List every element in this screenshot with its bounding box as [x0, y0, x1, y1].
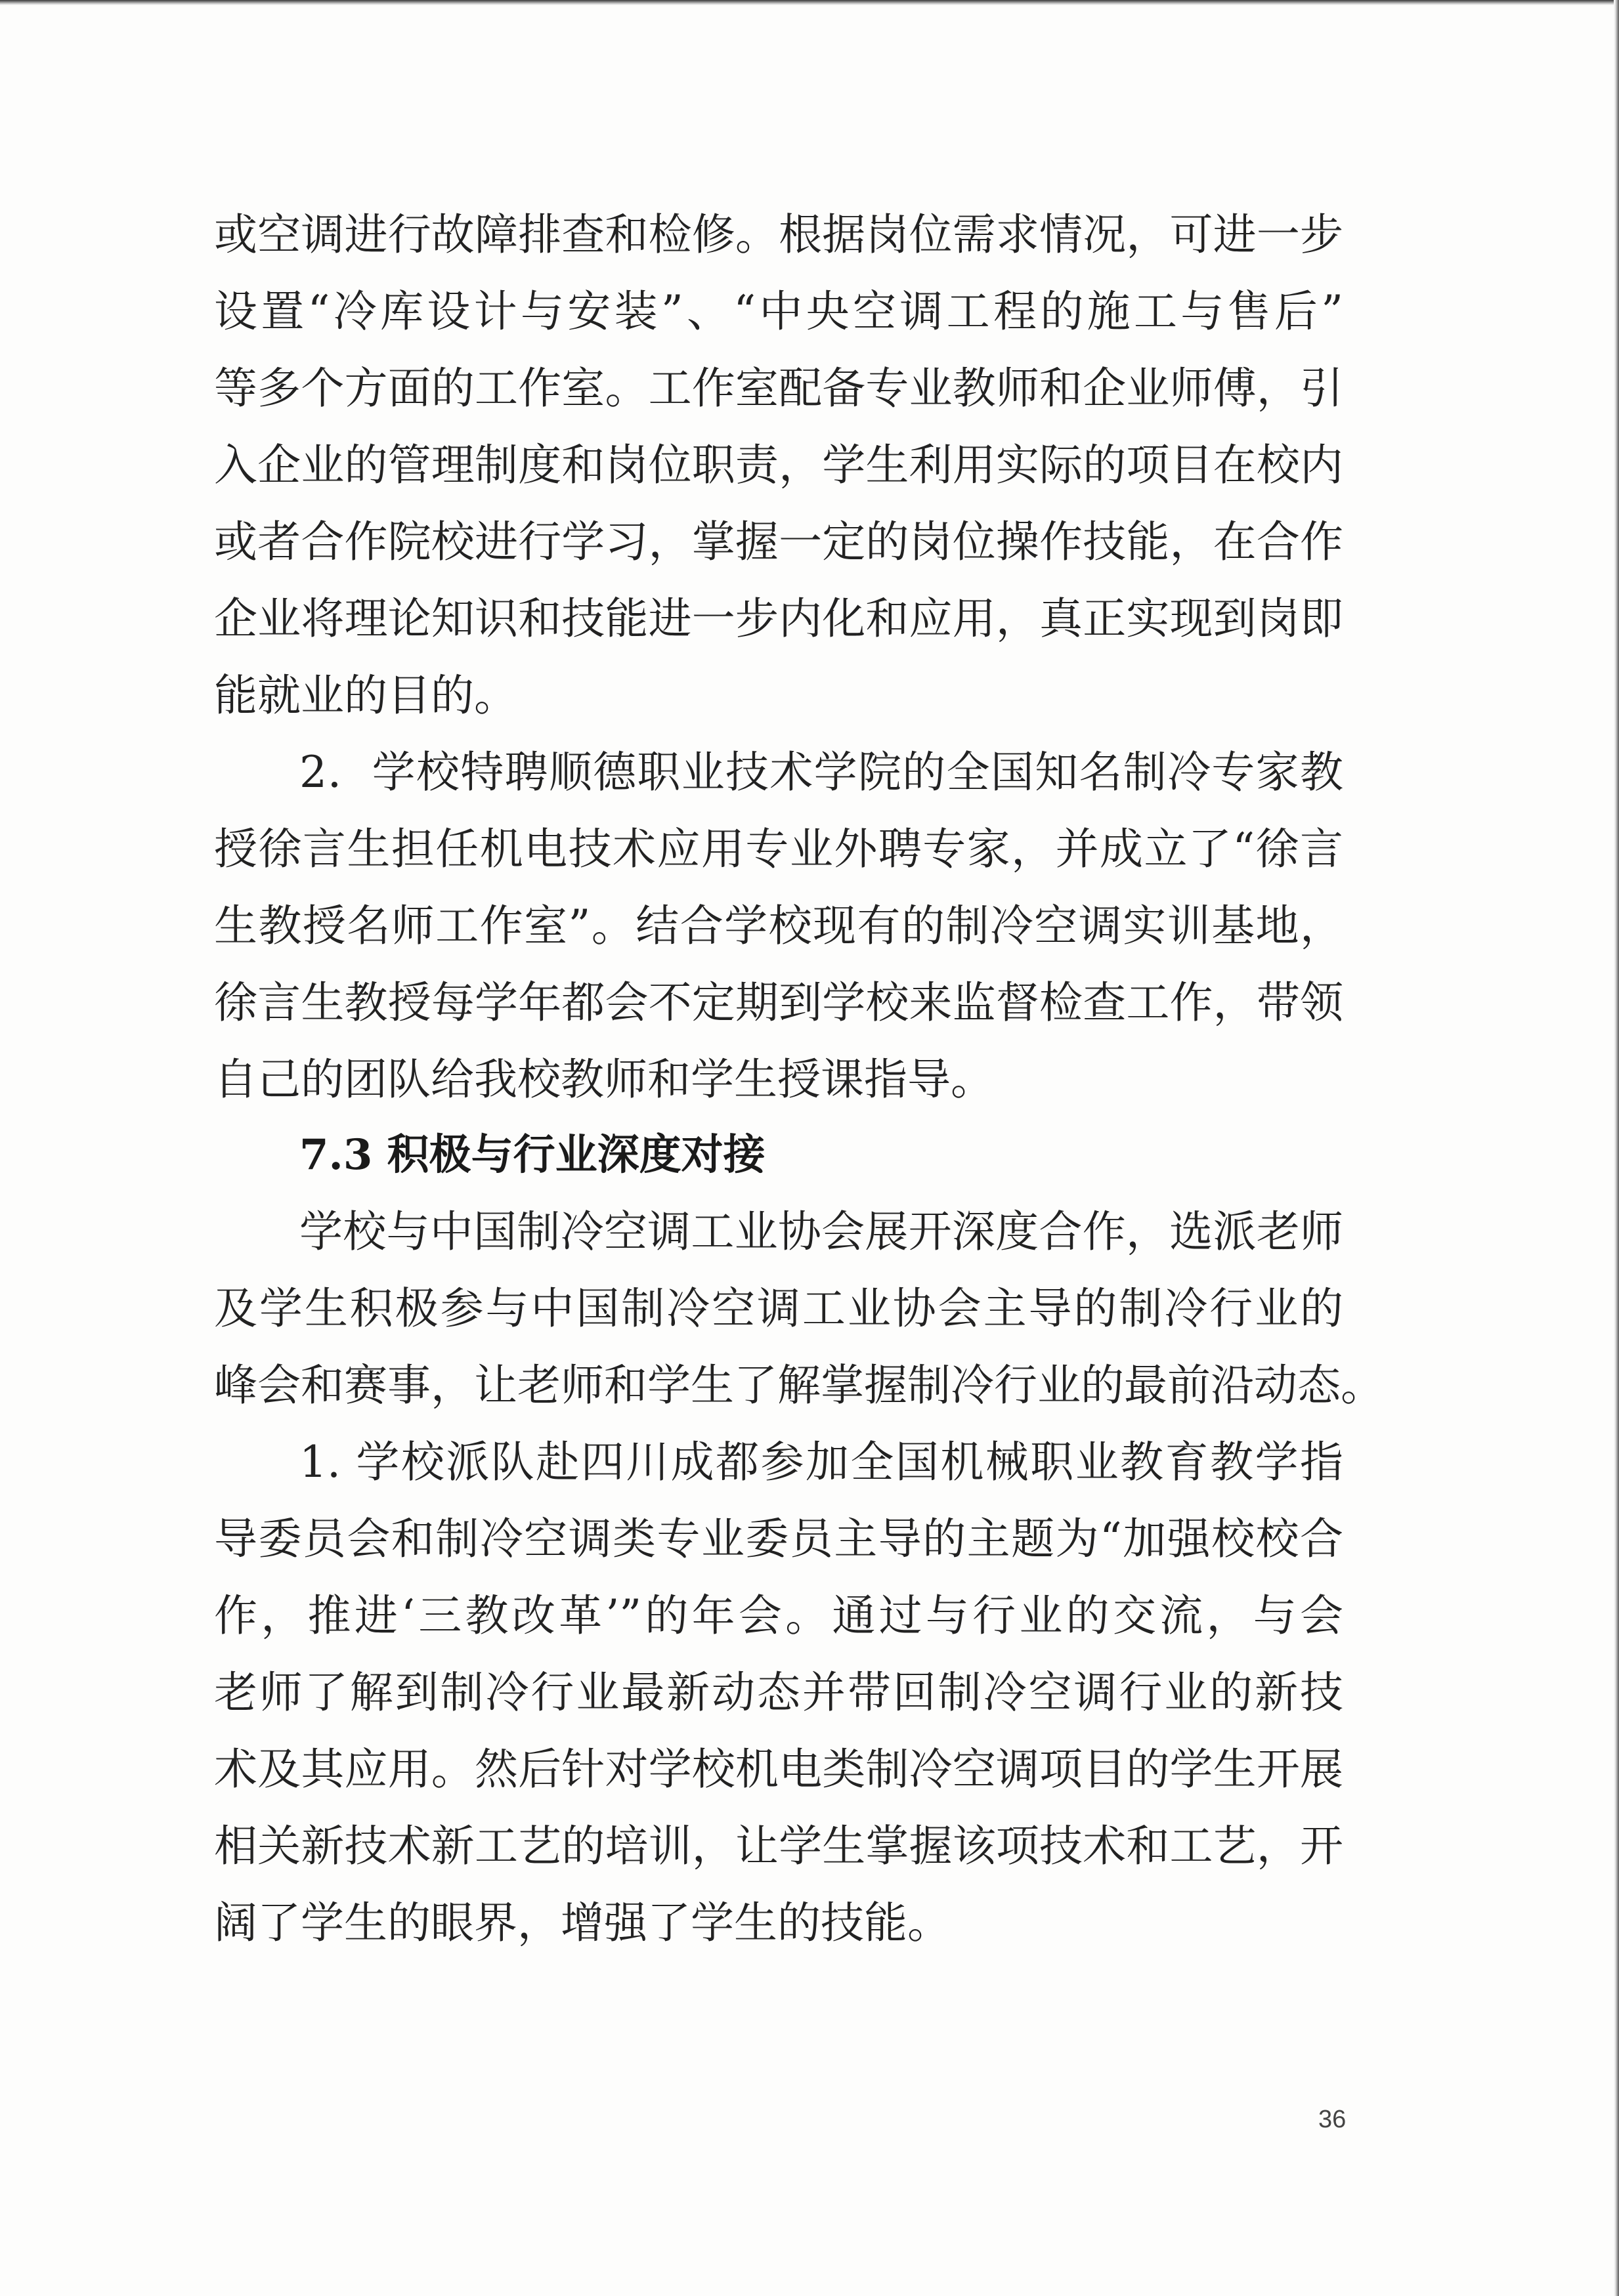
paragraph-line: 1. 学校派队赴四川成都参加全国机械职业教育教学指 — [299, 1437, 1343, 1487]
paragraph-line: 导委员会和制冷空调类专业委员主导的主题为“加强校校合 — [214, 1514, 1343, 1564]
paragraph-line: 生教授名师工作室”。结合学校现有的制冷空调实训基地， — [214, 901, 1343, 951]
paragraph-line: 峰会和赛事，让老师和学生了解掌握制冷行业的最前沿动态。 — [214, 1360, 1384, 1411]
paragraph-line: 能就业的目的。 — [214, 670, 517, 721]
paragraph-line: 作，推进‘三教改革’”的年会。通过与行业的交流，与会 — [214, 1590, 1343, 1641]
paragraph-line: 设置“冷库设计与安装”、“中央空调工程的施工与售后” — [214, 286, 1343, 337]
paragraph-line: 授徐言生担任机电技术应用专业外聘专家，并成立了“徐言 — [214, 824, 1343, 874]
paragraph-line: 入企业的管理制度和岗位职责，学生利用实际的项目在校内 — [214, 440, 1343, 490]
paragraph-line: 相关新技术新工艺的培训，让学生掌握该项技术和工艺，开 — [214, 1821, 1343, 1871]
paragraph-line: 及学生积极参与中国制冷空调工业协会主导的制冷行业的 — [214, 1283, 1343, 1334]
paragraph-line: 等多个方面的工作室。工作室配备专业教师和企业师傅，引 — [214, 363, 1343, 414]
paragraph-line: 老师了解到制冷行业最新动态并带回制冷空调行业的新技 — [214, 1667, 1343, 1718]
paragraph-line: 自己的团队给我校教师和学生授课指导。 — [214, 1054, 994, 1105]
paragraph-line: 徐言生教授每学年都会不定期到学校来监督检查工作，带领 — [214, 977, 1343, 1028]
page-number: 36 — [1318, 2106, 1347, 2133]
paragraph-line: 术及其应用。然后针对学校机电类制冷空调项目的学生开展 — [214, 1744, 1343, 1795]
paragraph-line: 企业将理论知识和技能进一步内化和应用，真正实现到岗即 — [214, 593, 1343, 644]
section-heading: 7.3 积极与行业深度对接 — [299, 1130, 766, 1180]
paragraph-line: 阔了学生的眼界，增强了学生的技能。 — [214, 1898, 951, 1948]
paragraph-line: 或空调进行故障排查和检修。根据岗位需求情况，可进一步 — [214, 209, 1343, 260]
scan-edge-top — [0, 0, 1619, 5]
paragraph-line: 或者合作院校进行学习，掌握一定的岗位操作技能，在合作 — [214, 517, 1343, 567]
paragraph-line: 学校与中国制冷空调工业协会展开深度合作，选派老师 — [299, 1206, 1343, 1257]
scan-edge-right — [1614, 0, 1619, 2296]
paragraph-line: 2．学校特聘顺德职业技术学院的全国知名制冷专家教 — [299, 747, 1343, 797]
